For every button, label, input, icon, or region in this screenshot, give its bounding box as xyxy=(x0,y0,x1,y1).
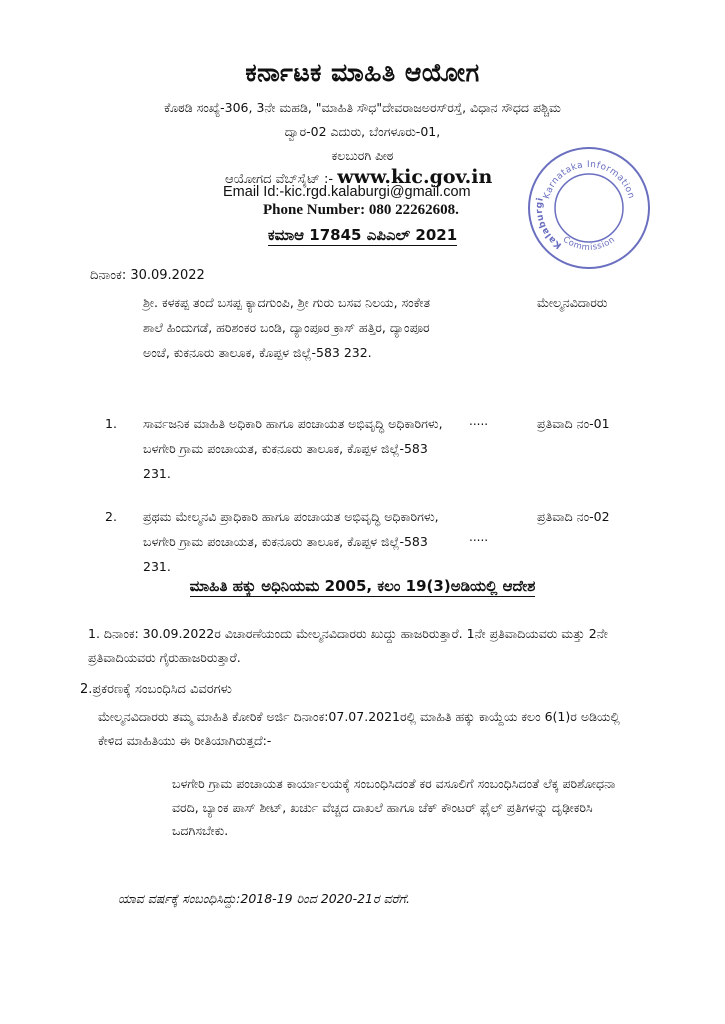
request-paragraph: ಮೇಲ್ಮನವಿದಾರರು ತಮ್ಮ ಮಾಹಿತಿ ಕೋರಿಕೆ ಅರ್ಜಿ ದಿನಾಂಕ:07.07.2021ರಲ್ಲಿ ಮಾಹಿತಿ ಹಕ್ಕು ಕಾಯ್ದೆಯ ಕಲಂ 6(1)ರ ಅಡಿಯಲ್ಲಿ ಕೇಳಿದ ಮಾಹಿತಿಯು ಈ ರೀತಿಯಾಗಿರುತ್ತದೆ:- xyxy=(98,709,620,748)
address-line-1: ಕೊಠಡಿ ಸಂಖ್ಯೆ-306, 3ನೇ ಮಹಡಿ, "ಮಾಹಿತಿ ಸೌಧ"ದೇವರಾಜಅರಸ್‌ರಸ್ತೆ, ವಿಧಾನ ಸೌಧದ ಪಶ್ಚಿಮ xyxy=(164,100,561,115)
respondent-1-role: ಪ್ರತಿವಾದಿ ನಂ-01 xyxy=(537,416,610,431)
address-line-3: ಕಲಬುರಗಿ ಪೀಠ xyxy=(331,148,394,163)
respondent-1-number: 1. xyxy=(105,416,117,431)
website-label: ಆಯೋಗದ ವೆಬ್‌ಸೈಟ್ :- xyxy=(225,172,338,187)
respondent-2-address: ಪ್ರಥಮ ಮೇಲ್ಮನವಿ ಪ್ರಾಧಿಕಾರಿ ಹಾಗೂ ಪಂಚಾಯತ ಅಭಿವೃದ್ಧಿ ಅಧಿಕಾರಿಗಳು, ಬಳಗೇರಿ ಗ್ರಾಮ ಪಂಚಾಯತ, ಕುಕನೂರು ತಾಲೂಕ, ಕೊಪ್ಪಳ ಜಿಲ್ಲೆ-583 231. xyxy=(143,509,439,574)
seal-text-top: Karnataka Information xyxy=(542,159,636,201)
svg-text:Commission xyxy=(561,235,617,253)
respondent-1-dots: ..... xyxy=(469,414,489,428)
requested-information-quote: ಬಳಗೇರಿ ಗ್ರಾಮ ಪಂಚಾಯತ ಕಾರ್ಯಾಲಯಕ್ಕೆ ಸಂಬಂಧಿಸಿದಂತೆ ಕರ ವಸೂಲಿಗೆ ಸಂಬಂಧಿಸಿದಂತೆ ಲೆಕ್ಕ ಪರಿಶೋಧನಾ ವರದಿ, ಬ್ಯಾಂಕ ಪಾಸ್ ಶೀಟ್, ಖರ್ಚು ವೆಚ್ಚದ ದಾಖಲೆ ಹಾಗೂ ಚೆಕ್ ಕೌಂಟರ್ ಫೈಲ್ ಪ್ರತಿಗಳನ್ನು ದೃಢೀಕರಿಸಿ ಒದಗಿಸಬೇಕು. xyxy=(172,776,616,838)
date-line: ದಿನಾಂಕ: 30.09.2022 xyxy=(90,268,205,283)
email-line: Email Id:-kic.rgd.kalaburgi@gmail.com xyxy=(223,184,471,200)
respondent-2-role: ಪ್ರತಿವಾದಿ ನಂ-02 xyxy=(537,509,610,524)
address-line-2: ದ್ವಾರ-02 ಎದುರು, ಬೆಂಗಳೂರು-01, xyxy=(284,124,441,139)
organization-title: ಕರ್ನಾಟಕ ಮಾಹಿತಿ ಆಯೋಗ xyxy=(245,58,480,87)
respondent-2-number: 2. xyxy=(105,509,117,524)
respondent-2-dots: ..... xyxy=(469,530,489,544)
hearing-paragraph: 1. ದಿನಾಂಕ: 30.09.2022ರ ವಿಚಾರಣೆಯಂದು ಮೇಲ್ಮನವಿದಾರರು ಖುದ್ದು ಹಾಜರಿರುತ್ತಾರೆ. 1ನೇ ಪ್ರತಿವಾದಿಯವರು ಮತ್ತು 2ನೇ ಪ್ರತಿವಾದಿಯವರು ಗೈರುಹಾಜರಿರುತ್ತಾರೆ. xyxy=(88,626,608,665)
seal-text-left: Kalaburgi xyxy=(534,196,564,251)
order-title-text: ಮಾಹಿತಿ ಹಕ್ಕು ಅಧಿನಿಯಮ 2005, ಕಲಂ 19(3)ಅಡಿಯಲ್ಲಿ ಆದೇಶ xyxy=(189,577,536,595)
years-line: ಯಾವ ವರ್ಷಕ್ಕೆ ಸಂಬಂಧಿಸಿದ್ದು:2018-19 ರಿಂದ 2020-21ರ ವರೆಗೆ. xyxy=(118,891,410,906)
respondent-1-address: ಸಾರ್ವಜನಿಕ ಮಾಹಿತಿ ಅಧಿಕಾರಿ ಹಾಗೂ ಪಂಚಾಯತ ಅಭಿವೃದ್ಧಿ ಅಧಿಕಾರಿಗಳು, ಬಳಗೇರಿ ಗ್ರಾಮ ಪಂಚಾಯತ, ಕುಕನೂರು ತಾಲೂಕ, ಕೊಪ್ಪಳ ಜಿಲ್ಲೆ-583 231. xyxy=(143,416,443,481)
commission-seal-stamp xyxy=(524,143,654,273)
case-number-text: ಕಮಾಆ 17845 ಎಪಿಎಲ್ 2021 xyxy=(267,226,458,244)
svg-text:Karnataka Information xyxy=(542,160,636,200)
appellant-role: ಮೇಲ್ಮನವಿದಾರರು xyxy=(537,295,608,310)
seal-text-bottom: Commission xyxy=(560,234,618,253)
phone-line: Phone Number: 080 22262608. xyxy=(263,202,459,218)
appellant-address: ಶ್ರೀ. ಕಳಕಪ್ಪ ತಂದೆ ಬಸಪ್ಪ ಕ್ಯಾದಗುಂಪಿ, ಶ್ರೀ ಗುರು ಬಸವ ನಿಲಯ, ಸಂಕೇತ ಶಾಲೆ ಹಿಂದುಗಡೆ, ಹರಿಶಂಕರ ಬಂಡಿ, ದ್ಯಾಂಪೂರ ಕ್ರಾಸ್ ಹತ್ತಿರ, ದ್ಯಾಂಪೂರ ಅಂಚೆ, ಕುಕನೂರು ತಾಲೂಕ, ಕೊಪ್ಪಳ ಜಿಲ್ಲೆ-583 232. xyxy=(143,295,431,360)
website-link[interactable]: www.kic.gov.in xyxy=(337,166,493,188)
order-title xyxy=(0,577,725,595)
section-2-heading: 2.ಪ್ರಕರಣಕ್ಕೆ ಸಂಬಂಧಿಸಿದ ವಿವರಗಳು xyxy=(80,682,232,697)
